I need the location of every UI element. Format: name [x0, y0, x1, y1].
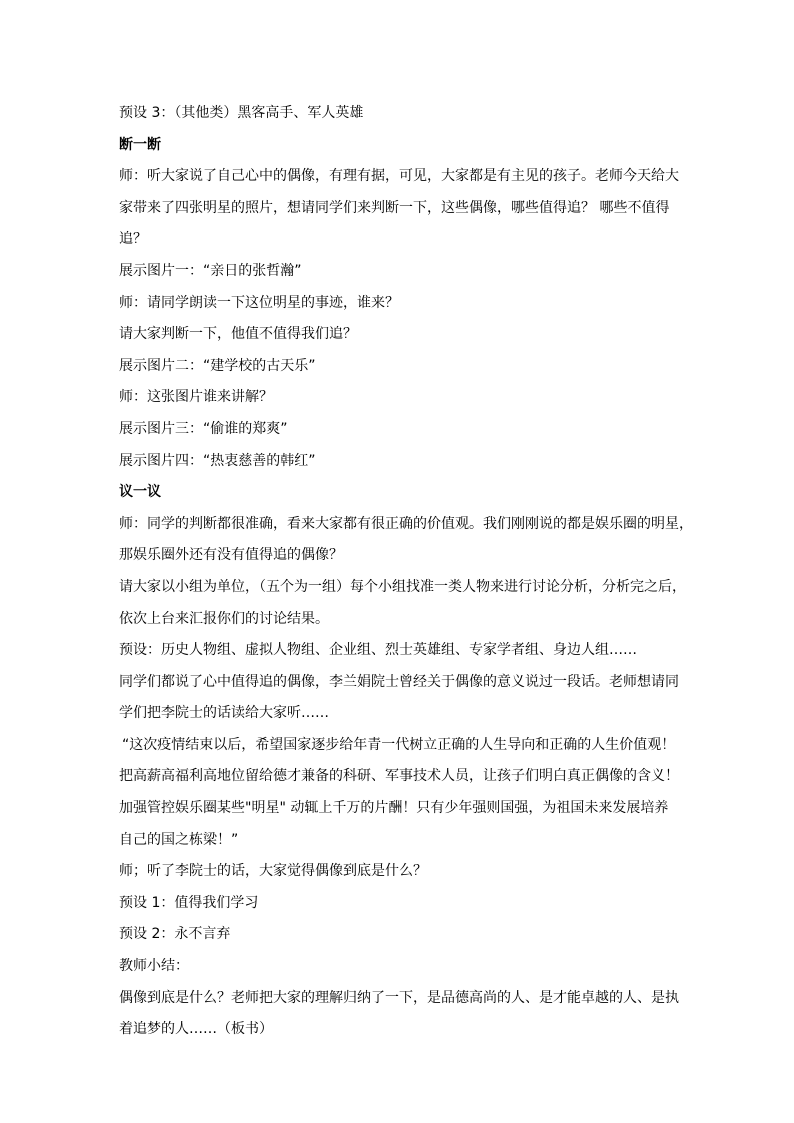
picture-three-line: 展示图片三：“偷谁的郑爽” [119, 420, 288, 437]
teacher-summary-label: 教师小结： [119, 958, 189, 975]
section-heading-judge: 断一断 [119, 136, 161, 153]
picture-four-line: 展示图片四：“热衷慈善的韩红” [119, 452, 316, 469]
document-body [119, 98, 693, 1046]
preset-2-line: 预设 2：永不言弃 [119, 926, 231, 943]
judge-question-line: 请大家判断一下，他值不值得我们追？ [119, 326, 357, 343]
picture-two-line: 展示图片二：“建学校的古天乐” [119, 357, 316, 374]
summary-line-2: 着追梦的人……（板书） [119, 1021, 273, 1038]
summary-line-1: 偶像到底是什么？老师把大家的理解归纳了一下，是品德高尚的人、是才能卓越的人、是执 [119, 989, 679, 1006]
teacher-intro-line-1: 师：听大家说了自己心中的偶像，有理有据，可见，大家都是有主见的孩子。老师今天给大 [119, 168, 679, 185]
picture-one-line: 展示图片一：“亲日的张哲瀚” [119, 262, 302, 279]
quote-line-2: 把高薪高福利高地位留给德才兼备的科研、军事技术人员，让孩子们明白真正偶像的含义！ [119, 768, 679, 785]
preset-1-line: 预设 1：值得我们学习 [119, 894, 259, 911]
academician-intro-line-2: 学们把李院士的话读给大家听…… [119, 705, 329, 722]
preset-3-line: 预设 3：（其他类）黑客高手、军人英雄 [119, 105, 364, 121]
group-task-line-1: 请大家以小组为单位，（五个为一组）每个小组找准一类人物来进行讨论分析，分析完之后， [119, 578, 686, 595]
preset-groups-line: 预设：历史人物组、虚拟人物组、企业组、烈士英雄组、专家学者组、身边人组…… [119, 642, 637, 659]
group-task-line-2: 依次上台来汇报你们的讨论结果。 [119, 610, 329, 627]
teacher-question-line: 师；听了李院士的话，大家觉得偶像到底是什么？ [119, 863, 427, 880]
teacher-read-line: 师：请同学朗读一下这位明星的事迹，谁来？ [119, 294, 399, 311]
academician-intro-line-1: 同学们都说了心中值得追的偶像，李兰娟院士曾经关于偶像的意义说过一段话。老师想请同 [119, 673, 679, 690]
teacher-intro-line-3: 追？ [119, 231, 147, 248]
teacher-intro-line-2: 家带来了四张明星的照片，想请同学们来判断一下，这些偶像，哪些值得追？ 哪些不值得 [119, 199, 670, 216]
quote-line-3: 加强管控娱乐圈某些"明星" 动辄上千万的片酬！只有少年强则国强，为祖国未来发展培养 [119, 800, 669, 817]
teacher-values-line-1: 师：同学的判断都很准确，看来大家都有很正确的价值观。我们刚刚说的都是娱乐圈的明星， [119, 515, 693, 532]
section-heading-discuss: 议一议 [119, 484, 161, 501]
quote-line-1: “这次疫情结束以后，希望国家逐步给年青一代树立正确的人生导向和正确的人生价值观！ [122, 736, 676, 753]
teacher-values-line-2: 那娱乐圈外还有没有值得追的偶像？ [119, 547, 343, 564]
quote-line-4: 自己的国之栋梁！” [119, 831, 239, 848]
teacher-explain-line: 师：这张图片谁来讲解？ [119, 389, 273, 406]
